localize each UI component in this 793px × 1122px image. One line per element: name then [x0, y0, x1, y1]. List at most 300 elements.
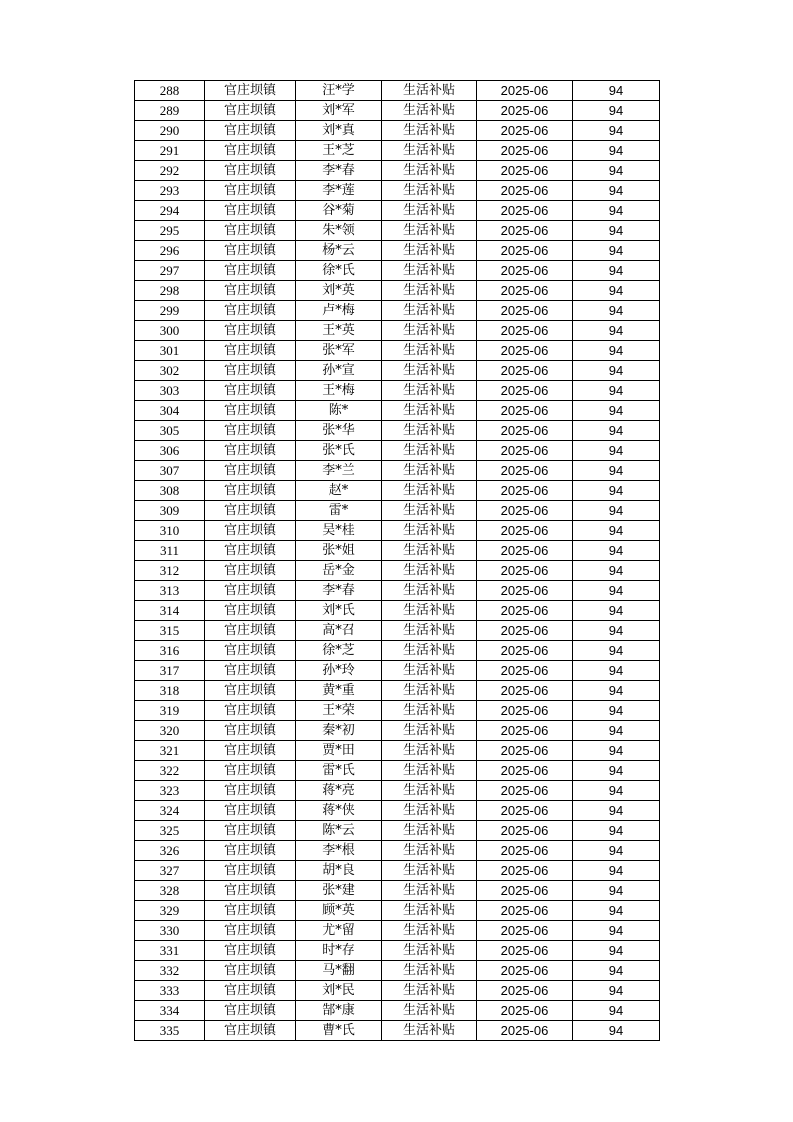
cell-index: 329	[135, 901, 205, 921]
cell-subsidy-type: 生活补贴	[382, 501, 477, 521]
cell-amount: 94	[573, 181, 660, 201]
cell-index: 333	[135, 981, 205, 1001]
cell-name: 陈*云	[296, 821, 382, 841]
cell-name: 汪*学	[296, 81, 382, 101]
cell-amount: 94	[573, 121, 660, 141]
cell-town: 官庄坝镇	[205, 1021, 296, 1041]
cell-subsidy-type: 生活补贴	[382, 441, 477, 461]
cell-month: 2025-06	[477, 481, 573, 501]
cell-town: 官庄坝镇	[205, 781, 296, 801]
cell-month: 2025-06	[477, 601, 573, 621]
cell-amount: 94	[573, 81, 660, 101]
cell-month: 2025-06	[477, 1001, 573, 1021]
cell-town: 官庄坝镇	[205, 381, 296, 401]
cell-index: 328	[135, 881, 205, 901]
cell-month: 2025-06	[477, 401, 573, 421]
table-row	[135, 261, 660, 281]
cell-subsidy-type: 生活补贴	[382, 181, 477, 201]
cell-name: 顾*英	[296, 901, 382, 921]
cell-month: 2025-06	[477, 181, 573, 201]
cell-month: 2025-06	[477, 361, 573, 381]
cell-town: 官庄坝镇	[205, 581, 296, 601]
cell-index: 292	[135, 161, 205, 181]
cell-name: 刘*英	[296, 281, 382, 301]
cell-amount: 94	[573, 761, 660, 781]
cell-amount: 94	[573, 801, 660, 821]
cell-index: 334	[135, 1001, 205, 1021]
cell-subsidy-type: 生活补贴	[382, 681, 477, 701]
cell-month: 2025-06	[477, 241, 573, 261]
cell-subsidy-type: 生活补贴	[382, 261, 477, 281]
table-row	[135, 281, 660, 301]
cell-town: 官庄坝镇	[205, 221, 296, 241]
cell-amount: 94	[573, 321, 660, 341]
table-row	[135, 781, 660, 801]
cell-month: 2025-06	[477, 461, 573, 481]
cell-subsidy-type: 生活补贴	[382, 661, 477, 681]
cell-month: 2025-06	[477, 281, 573, 301]
cell-amount: 94	[573, 461, 660, 481]
cell-subsidy-type: 生活补贴	[382, 141, 477, 161]
cell-town: 官庄坝镇	[205, 761, 296, 781]
cell-month: 2025-06	[477, 961, 573, 981]
cell-index: 322	[135, 761, 205, 781]
cell-subsidy-type: 生活补贴	[382, 281, 477, 301]
cell-index: 325	[135, 821, 205, 841]
cell-name: 徐*氏	[296, 261, 382, 281]
cell-month: 2025-06	[477, 661, 573, 681]
table-row	[135, 981, 660, 1001]
cell-amount: 94	[573, 661, 660, 681]
cell-town: 官庄坝镇	[205, 161, 296, 181]
cell-month: 2025-06	[477, 141, 573, 161]
cell-index: 302	[135, 361, 205, 381]
table-row	[135, 521, 660, 541]
cell-index: 303	[135, 381, 205, 401]
table-row	[135, 801, 660, 821]
cell-town: 官庄坝镇	[205, 261, 296, 281]
cell-month: 2025-06	[477, 621, 573, 641]
table-row	[135, 541, 660, 561]
cell-subsidy-type: 生活补贴	[382, 481, 477, 501]
table-row	[135, 461, 660, 481]
cell-town: 官庄坝镇	[205, 121, 296, 141]
cell-index: 320	[135, 721, 205, 741]
cell-amount: 94	[573, 421, 660, 441]
table-row	[135, 821, 660, 841]
cell-month: 2025-06	[477, 321, 573, 341]
cell-month: 2025-06	[477, 981, 573, 1001]
cell-town: 官庄坝镇	[205, 841, 296, 861]
cell-month: 2025-06	[477, 221, 573, 241]
table-row	[135, 841, 660, 861]
cell-subsidy-type: 生活补贴	[382, 81, 477, 101]
cell-amount: 94	[573, 101, 660, 121]
table-row	[135, 121, 660, 141]
cell-town: 官庄坝镇	[205, 941, 296, 961]
cell-subsidy-type: 生活补贴	[382, 741, 477, 761]
cell-amount: 94	[573, 821, 660, 841]
cell-town: 官庄坝镇	[205, 741, 296, 761]
cell-town: 官庄坝镇	[205, 141, 296, 161]
cell-index: 295	[135, 221, 205, 241]
table-row	[135, 941, 660, 961]
table-row	[135, 321, 660, 341]
cell-amount: 94	[573, 701, 660, 721]
table-row	[135, 601, 660, 621]
cell-amount: 94	[573, 401, 660, 421]
cell-name: 高*召	[296, 621, 382, 641]
cell-month: 2025-06	[477, 501, 573, 521]
cell-town: 官庄坝镇	[205, 501, 296, 521]
cell-amount: 94	[573, 861, 660, 881]
cell-town: 官庄坝镇	[205, 421, 296, 441]
cell-name: 尤*留	[296, 921, 382, 941]
table-row	[135, 341, 660, 361]
cell-town: 官庄坝镇	[205, 341, 296, 361]
cell-month: 2025-06	[477, 881, 573, 901]
cell-town: 官庄坝镇	[205, 401, 296, 421]
cell-name: 张*姐	[296, 541, 382, 561]
cell-amount: 94	[573, 281, 660, 301]
cell-town: 官庄坝镇	[205, 901, 296, 921]
cell-name: 赵*	[296, 481, 382, 501]
table-row	[135, 621, 660, 641]
cell-month: 2025-06	[477, 641, 573, 661]
cell-name: 岳*金	[296, 561, 382, 581]
cell-index: 297	[135, 261, 205, 281]
cell-town: 官庄坝镇	[205, 521, 296, 541]
cell-subsidy-type: 生活补贴	[382, 301, 477, 321]
cell-name: 时*存	[296, 941, 382, 961]
cell-town: 官庄坝镇	[205, 981, 296, 1001]
cell-subsidy-type: 生活补贴	[382, 601, 477, 621]
cell-town: 官庄坝镇	[205, 601, 296, 621]
cell-amount: 94	[573, 161, 660, 181]
cell-name: 马*翻	[296, 961, 382, 981]
cell-subsidy-type: 生活补贴	[382, 561, 477, 581]
cell-name: 蒋*侠	[296, 801, 382, 821]
cell-index: 313	[135, 581, 205, 601]
table-row	[135, 901, 660, 921]
cell-amount: 94	[573, 981, 660, 1001]
cell-index: 312	[135, 561, 205, 581]
cell-month: 2025-06	[477, 841, 573, 861]
cell-amount: 94	[573, 501, 660, 521]
table-row	[135, 741, 660, 761]
cell-amount: 94	[573, 901, 660, 921]
subsidy-table-body	[135, 81, 660, 1041]
cell-index: 294	[135, 201, 205, 221]
table-row	[135, 681, 660, 701]
cell-name: 李*春	[296, 161, 382, 181]
cell-amount: 94	[573, 201, 660, 221]
cell-subsidy-type: 生活补贴	[382, 821, 477, 841]
cell-name: 刘*民	[296, 981, 382, 1001]
cell-amount: 94	[573, 721, 660, 741]
cell-town: 官庄坝镇	[205, 661, 296, 681]
cell-index: 305	[135, 421, 205, 441]
cell-amount: 94	[573, 561, 660, 581]
cell-index: 323	[135, 781, 205, 801]
cell-index: 290	[135, 121, 205, 141]
table-row	[135, 661, 660, 681]
cell-name: 王*芝	[296, 141, 382, 161]
table-row	[135, 961, 660, 981]
cell-subsidy-type: 生活补贴	[382, 1021, 477, 1041]
table-row	[135, 81, 660, 101]
cell-month: 2025-06	[477, 81, 573, 101]
cell-name: 刘*氏	[296, 601, 382, 621]
cell-month: 2025-06	[477, 781, 573, 801]
cell-amount: 94	[573, 261, 660, 281]
cell-index: 326	[135, 841, 205, 861]
cell-name: 杨*云	[296, 241, 382, 261]
table-row	[135, 201, 660, 221]
cell-month: 2025-06	[477, 1021, 573, 1041]
cell-index: 311	[135, 541, 205, 561]
cell-subsidy-type: 生活补贴	[382, 1001, 477, 1021]
cell-amount: 94	[573, 521, 660, 541]
cell-name: 卢*梅	[296, 301, 382, 321]
cell-index: 331	[135, 941, 205, 961]
cell-town: 官庄坝镇	[205, 201, 296, 221]
cell-index: 291	[135, 141, 205, 161]
cell-index: 301	[135, 341, 205, 361]
cell-subsidy-type: 生活补贴	[382, 981, 477, 1001]
cell-town: 官庄坝镇	[205, 441, 296, 461]
cell-town: 官庄坝镇	[205, 881, 296, 901]
cell-town: 官庄坝镇	[205, 821, 296, 841]
cell-name: 蒋*亮	[296, 781, 382, 801]
cell-town: 官庄坝镇	[205, 241, 296, 261]
cell-name: 谷*菊	[296, 201, 382, 221]
cell-index: 298	[135, 281, 205, 301]
cell-town: 官庄坝镇	[205, 181, 296, 201]
cell-name: 徐*芝	[296, 641, 382, 661]
cell-name: 贾*田	[296, 741, 382, 761]
cell-subsidy-type: 生活补贴	[382, 201, 477, 221]
cell-index: 310	[135, 521, 205, 541]
cell-name: 李*根	[296, 841, 382, 861]
table-row	[135, 161, 660, 181]
table-row	[135, 181, 660, 201]
cell-town: 官庄坝镇	[205, 461, 296, 481]
table-row	[135, 581, 660, 601]
cell-month: 2025-06	[477, 801, 573, 821]
cell-amount: 94	[573, 641, 660, 661]
cell-subsidy-type: 生活补贴	[382, 221, 477, 241]
cell-town: 官庄坝镇	[205, 721, 296, 741]
cell-name: 曹*氏	[296, 1021, 382, 1041]
cell-town: 官庄坝镇	[205, 701, 296, 721]
cell-month: 2025-06	[477, 381, 573, 401]
table-row	[135, 141, 660, 161]
cell-subsidy-type: 生活补贴	[382, 961, 477, 981]
cell-amount: 94	[573, 581, 660, 601]
cell-name: 张*军	[296, 341, 382, 361]
cell-month: 2025-06	[477, 681, 573, 701]
cell-month: 2025-06	[477, 941, 573, 961]
cell-month: 2025-06	[477, 441, 573, 461]
cell-index: 317	[135, 661, 205, 681]
cell-amount: 94	[573, 481, 660, 501]
cell-month: 2025-06	[477, 421, 573, 441]
cell-index: 314	[135, 601, 205, 621]
cell-month: 2025-06	[477, 741, 573, 761]
cell-month: 2025-06	[477, 161, 573, 181]
cell-index: 293	[135, 181, 205, 201]
cell-amount: 94	[573, 841, 660, 861]
cell-amount: 94	[573, 381, 660, 401]
cell-town: 官庄坝镇	[205, 1001, 296, 1021]
table-row	[135, 481, 660, 501]
cell-amount: 94	[573, 741, 660, 761]
cell-month: 2025-06	[477, 761, 573, 781]
cell-town: 官庄坝镇	[205, 301, 296, 321]
table-row	[135, 221, 660, 241]
cell-index: 327	[135, 861, 205, 881]
cell-index: 324	[135, 801, 205, 821]
cell-amount: 94	[573, 1001, 660, 1021]
cell-subsidy-type: 生活补贴	[382, 401, 477, 421]
cell-month: 2025-06	[477, 301, 573, 321]
cell-subsidy-type: 生活补贴	[382, 701, 477, 721]
cell-name: 王*英	[296, 321, 382, 341]
cell-amount: 94	[573, 361, 660, 381]
cell-town: 官庄坝镇	[205, 281, 296, 301]
cell-name: 雷*氏	[296, 761, 382, 781]
cell-town: 官庄坝镇	[205, 641, 296, 661]
cell-town: 官庄坝镇	[205, 81, 296, 101]
cell-subsidy-type: 生活补贴	[382, 921, 477, 941]
cell-name: 吴*桂	[296, 521, 382, 541]
cell-subsidy-type: 生活补贴	[382, 461, 477, 481]
table-row	[135, 1001, 660, 1021]
cell-name: 黄*重	[296, 681, 382, 701]
cell-index: 304	[135, 401, 205, 421]
table-row	[135, 721, 660, 741]
cell-amount: 94	[573, 341, 660, 361]
cell-name: 孙*宣	[296, 361, 382, 381]
cell-index: 315	[135, 621, 205, 641]
cell-month: 2025-06	[477, 701, 573, 721]
cell-index: 308	[135, 481, 205, 501]
cell-index: 296	[135, 241, 205, 261]
table-row	[135, 641, 660, 661]
cell-amount: 94	[573, 781, 660, 801]
cell-index: 299	[135, 301, 205, 321]
cell-name: 郜*康	[296, 1001, 382, 1021]
cell-amount: 94	[573, 301, 660, 321]
cell-town: 官庄坝镇	[205, 101, 296, 121]
cell-name: 雷*	[296, 501, 382, 521]
cell-index: 332	[135, 961, 205, 981]
cell-index: 318	[135, 681, 205, 701]
cell-index: 300	[135, 321, 205, 341]
cell-subsidy-type: 生活补贴	[382, 581, 477, 601]
cell-town: 官庄坝镇	[205, 801, 296, 821]
cell-month: 2025-06	[477, 581, 573, 601]
cell-name: 李*兰	[296, 461, 382, 481]
table-row	[135, 501, 660, 521]
table-row	[135, 301, 660, 321]
cell-name: 李*春	[296, 581, 382, 601]
cell-subsidy-type: 生活补贴	[382, 901, 477, 921]
subsidy-table	[134, 80, 660, 1041]
cell-index: 288	[135, 81, 205, 101]
cell-index: 319	[135, 701, 205, 721]
cell-amount: 94	[573, 621, 660, 641]
cell-subsidy-type: 生活补贴	[382, 421, 477, 441]
cell-amount: 94	[573, 601, 660, 621]
cell-amount: 94	[573, 141, 660, 161]
cell-town: 官庄坝镇	[205, 541, 296, 561]
cell-amount: 94	[573, 241, 660, 261]
cell-town: 官庄坝镇	[205, 321, 296, 341]
cell-subsidy-type: 生活补贴	[382, 321, 477, 341]
table-row	[135, 861, 660, 881]
cell-index: 307	[135, 461, 205, 481]
cell-subsidy-type: 生活补贴	[382, 841, 477, 861]
cell-subsidy-type: 生活补贴	[382, 621, 477, 641]
cell-town: 官庄坝镇	[205, 681, 296, 701]
cell-subsidy-type: 生活补贴	[382, 881, 477, 901]
cell-town: 官庄坝镇	[205, 361, 296, 381]
cell-month: 2025-06	[477, 901, 573, 921]
cell-subsidy-type: 生活补贴	[382, 241, 477, 261]
cell-month: 2025-06	[477, 821, 573, 841]
table-row	[135, 381, 660, 401]
cell-subsidy-type: 生活补贴	[382, 381, 477, 401]
cell-index: 321	[135, 741, 205, 761]
table-row	[135, 361, 660, 381]
cell-town: 官庄坝镇	[205, 621, 296, 641]
cell-month: 2025-06	[477, 201, 573, 221]
table-row	[135, 241, 660, 261]
cell-name: 刘*军	[296, 101, 382, 121]
cell-amount: 94	[573, 961, 660, 981]
cell-month: 2025-06	[477, 721, 573, 741]
cell-name: 陈*	[296, 401, 382, 421]
cell-month: 2025-06	[477, 541, 573, 561]
table-row	[135, 701, 660, 721]
table-row	[135, 421, 660, 441]
cell-name: 张*氏	[296, 441, 382, 461]
cell-month: 2025-06	[477, 101, 573, 121]
cell-subsidy-type: 生活补贴	[382, 101, 477, 121]
cell-amount: 94	[573, 1021, 660, 1041]
cell-index: 306	[135, 441, 205, 461]
cell-index: 330	[135, 921, 205, 941]
cell-subsidy-type: 生活补贴	[382, 161, 477, 181]
cell-subsidy-type: 生活补贴	[382, 121, 477, 141]
cell-town: 官庄坝镇	[205, 961, 296, 981]
cell-name: 张*华	[296, 421, 382, 441]
cell-subsidy-type: 生活补贴	[382, 541, 477, 561]
table-row	[135, 921, 660, 941]
cell-name: 李*莲	[296, 181, 382, 201]
cell-name: 朱*领	[296, 221, 382, 241]
cell-month: 2025-06	[477, 921, 573, 941]
cell-month: 2025-06	[477, 521, 573, 541]
table-row	[135, 441, 660, 461]
cell-name: 张*建	[296, 881, 382, 901]
cell-subsidy-type: 生活补贴	[382, 641, 477, 661]
cell-town: 官庄坝镇	[205, 561, 296, 581]
cell-subsidy-type: 生活补贴	[382, 801, 477, 821]
table-row	[135, 881, 660, 901]
